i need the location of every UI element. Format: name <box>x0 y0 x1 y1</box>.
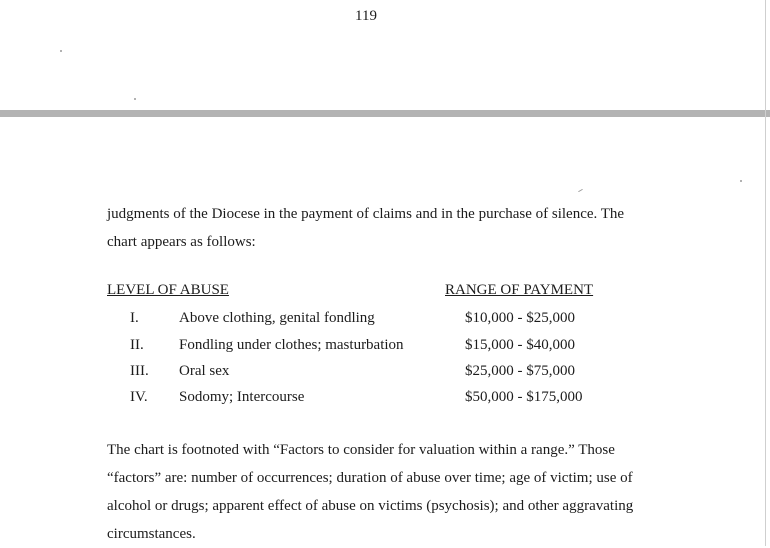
text-line: The chart is footnoted with “Factors to consider for valuation within a range.” Those <box>107 442 615 458</box>
text-line: “factors” are: number of occurrences; duration of abuse over time; age of victim; use of <box>107 470 633 486</box>
text-line: alcohol or drugs; apparent effect of abuse on victims (psychosis); and other aggravating <box>107 498 634 514</box>
text-line: circumstances. <box>107 526 196 542</box>
level-description: Fondling under clothes; masturbation <box>179 337 404 353</box>
scan-mark <box>740 180 742 182</box>
payment-range: $15,000 - $40,000 <box>465 337 575 353</box>
payment-range: $10,000 - $25,000 <box>465 310 575 326</box>
text-line: judgments of the Diocese in the payment of claims and in the purchase of silence. The <box>107 206 625 222</box>
text-line: chart appears as follows: <box>107 234 256 250</box>
page-edge <box>765 0 766 546</box>
level-description: Oral sex <box>179 363 230 379</box>
level-description: Sodomy; Intercourse <box>179 389 305 405</box>
scan-mark <box>134 98 136 100</box>
footnote-paragraph <box>107 436 647 548</box>
intro-paragraph <box>107 200 647 256</box>
level-of-abuse-header: LEVEL OF ABUSE <box>107 282 229 298</box>
level-description: Above clothing, genital fondling <box>179 310 375 326</box>
payment-range: $50,000 - $175,000 <box>465 389 583 405</box>
payment-range: $25,000 - $75,000 <box>465 363 575 379</box>
range-of-payment-header: RANGE OF PAYMENT <box>445 282 594 298</box>
previous-page <box>0 0 770 110</box>
level-numeral: IV. <box>130 389 148 405</box>
page-divider <box>0 110 770 117</box>
scan-mark <box>60 50 62 52</box>
level-numeral: I. <box>130 310 139 326</box>
level-numeral: III. <box>130 363 149 379</box>
page-number: 119 <box>355 8 377 24</box>
level-numeral: II. <box>130 337 144 353</box>
